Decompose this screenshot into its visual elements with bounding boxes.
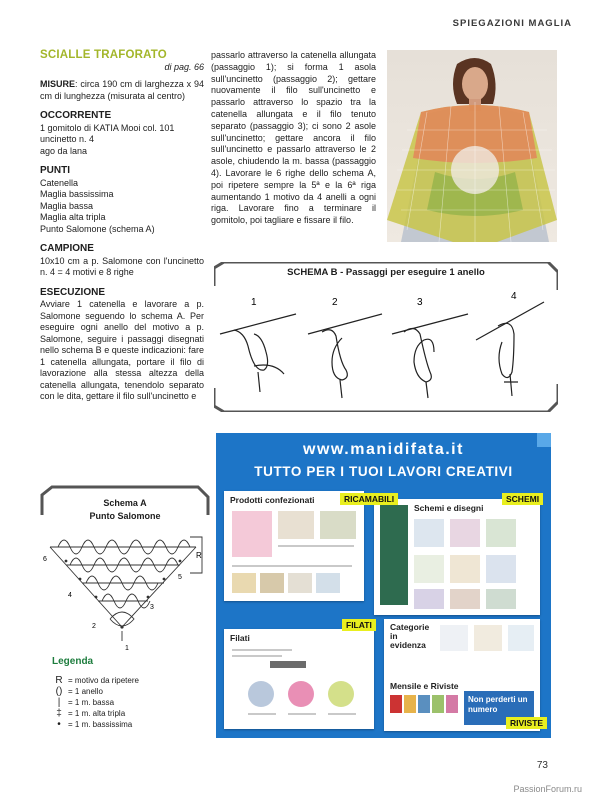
scheme-thumbnail <box>450 555 480 583</box>
scheme-thumbnail <box>486 519 516 547</box>
filter-select <box>270 661 306 668</box>
categories-card-title: Categorie in evidenza <box>390 622 430 650</box>
repeat-mark: R <box>196 551 202 560</box>
scheme-thumbnail <box>414 589 444 609</box>
scheme-thumbnail <box>414 555 444 583</box>
product-thumbnail <box>320 511 356 539</box>
scheme-thumbnail <box>450 519 480 547</box>
row-number: 5 <box>178 574 182 581</box>
scheme-thumbnail <box>486 589 516 609</box>
legend-text: = motivo da ripetere <box>68 676 139 685</box>
text-line <box>248 713 276 715</box>
filati-badge: FILATI <box>342 619 376 631</box>
instructions-left-column <box>40 50 204 403</box>
punti-heading: PUNTI <box>40 165 70 176</box>
legend-row <box>52 708 202 719</box>
punti-line: Maglia bassa <box>40 200 94 211</box>
model-wearing-shawl-illustration <box>387 50 557 242</box>
page-number: 73 <box>536 760 548 771</box>
misure-text: : circa 190 cm di larghezza x 94 cm di lunghezza (misurata al centro) <box>40 79 204 101</box>
schemes-card-title: Schemi e disegni <box>414 503 484 513</box>
filati-card-title: Filati <box>230 633 250 643</box>
category-thumbnail <box>508 625 534 651</box>
punti-line: Punto Salomone (schema A) <box>40 223 155 234</box>
legend-text: = 1 m. alta tripla <box>68 709 126 718</box>
text-line <box>232 655 282 657</box>
misure-label: MISURE <box>40 79 76 89</box>
magazine-cover <box>418 695 430 713</box>
schema-a-subtitle: Punto Salomone <box>89 511 161 521</box>
occorrente-line: ago da lana <box>40 145 88 156</box>
product-thumbnail <box>316 573 340 593</box>
text-line <box>232 565 352 567</box>
ricamabili-badge: RICAMABILI <box>340 493 398 505</box>
step-number: 4 <box>511 291 517 302</box>
schemi-badge: SCHEMI <box>502 493 543 505</box>
punti-line: Maglia bassissima <box>40 189 114 199</box>
legend-row <box>52 686 202 697</box>
text-line <box>278 545 354 547</box>
row-number: 6 <box>43 556 47 563</box>
step-number: 1 <box>251 297 257 308</box>
row-number: 2 <box>92 623 96 630</box>
ad-url[interactable]: www.manidifata.it <box>303 441 464 458</box>
ad-tagline: TUTTO PER I TUOI LAVORI CREATIVI <box>254 464 513 479</box>
text-line <box>328 713 356 715</box>
esecuzione-text: Avviare 1 catenella e lavorare a p. Salomone seguendo lo schema A. Per eseguire ogni anello del motivo a p. Salomone, seguire i passaggi disegnati nello schema B e queste indicazioni: fare 1 catenella allungata, portare il filo di lavorazione alla stessa altezza della catenella allungata, tenendolo separato con le dita, gettare il filo sull'uncinetto e <box>40 299 204 401</box>
legend-text: = 1 anello <box>68 687 103 696</box>
category-thumbnail <box>474 625 502 651</box>
yarn-ball-blue <box>248 681 274 707</box>
magazine-cover <box>432 695 444 713</box>
text-line <box>288 713 316 715</box>
schema-a-title: Schema A <box>103 498 147 508</box>
occorrente-line: 1 gomitolo di KATIA Mooi col. 101 <box>40 122 175 133</box>
product-thumbnail <box>288 573 312 593</box>
legend-symbol: () <box>55 686 63 697</box>
legend-row <box>52 719 202 730</box>
campione-text: 10x10 cm a p. Salomone con l'uncinetto n. 4 = 4 motivi e 8 righe <box>40 255 204 277</box>
crochet-hook-steps <box>220 302 544 398</box>
schemes-sidebar <box>380 505 408 605</box>
punti-line: Maglia alta tripla <box>40 212 106 222</box>
magazines-card-title: Mensile e Riviste <box>390 681 459 691</box>
section-header: SPIEGAZIONI MAGLIA <box>452 18 572 29</box>
text-line <box>232 649 292 651</box>
loop-steps-illustration <box>214 262 558 412</box>
occorrente-heading: OCCORRENTE <box>40 110 112 121</box>
punti-line: Catenella <box>40 177 79 188</box>
row-number: 4 <box>68 592 72 599</box>
legend-row <box>52 675 202 686</box>
magazines-promo[interactable]: Non perderti un numero <box>464 691 534 725</box>
esecuzione-heading: ESECUZIONE <box>40 286 106 298</box>
legend-symbol: R <box>55 675 63 686</box>
legend-text: = 1 m. bassissima <box>68 720 133 729</box>
riviste-badge: RIVISTE <box>506 717 547 729</box>
manidifata-advertisement[interactable] <box>216 433 551 738</box>
product-thumbnail <box>232 511 272 557</box>
scheme-thumbnail <box>450 589 480 609</box>
step-number: 3 <box>417 297 423 308</box>
magazine-cover <box>446 695 458 713</box>
watermark: PassionForum.ru <box>513 784 582 794</box>
category-thumbnail <box>440 625 468 651</box>
legend-heading: Legenda <box>52 656 94 667</box>
products-card[interactable] <box>224 491 364 601</box>
product-thumbnail <box>232 573 256 593</box>
instructions-continuation: passarlo attraverso la catenella allungata (passaggio 1); si forma 1 asola sull'uncinetto (passaggio 2); gettare nuovamente il filo sull'uncinetto e passarlo attraverso lo spazio tra la catenella allungata e il filo tenuto separato (passaggio 3); ci sono 2 asole sull'uncinetto; gettare ancora il filo sull'uncinetto e passarlo attraverso le 2 asole, chiudendo la m. bassa (passaggio 4). Lavorare le 6 righe dello schema A, poi ripetere sempre la 5ª e la 6ª riga aumentando 1 motivo da 4 anelli a ogni riga. Lavorare fino a terminare il gomitolo, poi tagliare e fissare il filo. <box>211 50 376 226</box>
scheme-thumbnail <box>486 555 516 583</box>
legend-symbol: ‡ <box>56 708 62 719</box>
categories-card[interactable] <box>384 619 540 731</box>
schema-b-title: SCHEMA B - Passaggi per eseguire 1 anello <box>287 267 485 278</box>
product-thumbnail <box>278 511 314 539</box>
yarn-ball-pink <box>288 681 314 707</box>
misure-paragraph <box>40 79 204 102</box>
magazine-cover <box>390 695 402 713</box>
scheme-thumbnail <box>414 519 444 547</box>
product-thumbnail <box>260 573 284 593</box>
filati-card[interactable] <box>224 629 374 729</box>
step-number: 2 <box>332 297 338 308</box>
occorrente-line: uncinetto n. 4 <box>40 134 95 144</box>
legend-symbol: | <box>57 697 61 708</box>
schema-b-diagram <box>214 262 558 412</box>
row-number: 3 <box>150 604 154 611</box>
page-reference: di pag. 66 <box>164 61 204 72</box>
legend-row <box>52 697 202 708</box>
legend-symbol: • <box>57 719 61 730</box>
legend <box>52 656 202 730</box>
schemes-card[interactable] <box>374 499 540 615</box>
legend-text: = 1 m. bassa <box>68 698 115 707</box>
model-photo <box>387 50 557 242</box>
article-title: SCIALLE TRAFORATO <box>40 49 167 61</box>
campione-heading: CAMPIONE <box>40 243 94 254</box>
magazine-cover <box>404 695 416 713</box>
yarn-ball-green <box>328 681 354 707</box>
row-number: 1 <box>125 645 129 652</box>
products-card-title: Prodotti confezionati <box>230 495 315 505</box>
